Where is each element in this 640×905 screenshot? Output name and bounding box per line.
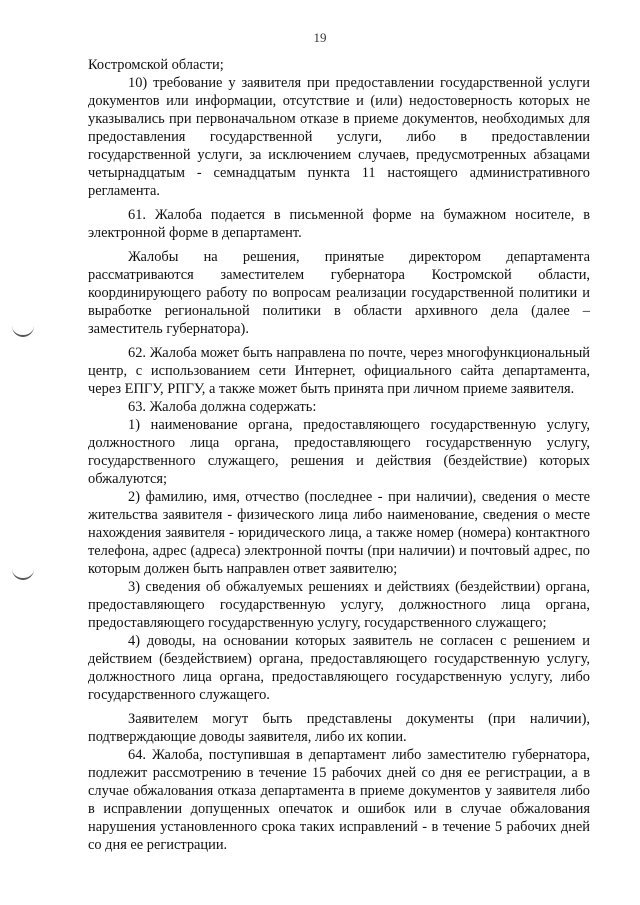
page-number: 19 [313, 30, 327, 45]
binding-hole-mark [12, 325, 34, 337]
paragraph-61: 61. Жалоба подается в письменной форме на бумажном носителе, в электронной форме в департамент. [88, 207, 590, 241]
paragraph-63-item-4: 4) доводы, на основании которых заявитель не согласен с решением и действием (бездействием) органа, предоставляющего государственную услугу, должностного лица органа, предоставляющего государственную услугу, либо государственного служащего. [88, 633, 590, 703]
paragraph-63: 63. Жалоба должна содержать: [128, 399, 317, 415]
paragraph-62: 62. Жалоба может быть направлена по почте, через многофункциональный центр, с использованием сети Интернет, официального сайта департамента, через ЕПГУ, РПГУ, а также может быть принята при личном приеме заявителя. [88, 345, 590, 397]
paragraph-supporting-documents: Заявителем могут быть представлены документы (при наличии), подтверждающие доводы заявителя, либо их копии. [88, 711, 590, 745]
binding-hole-mark [12, 568, 34, 580]
document-body [88, 56, 590, 854]
paragraph-64: 64. Жалоба, поступившая в департамент либо заместителю губернатора, подлежит рассмотрению в течение 15 рабочих дней со дня ее регистрации, а в случае обжалования отказа департамента в приеме документов у заявителя либо в исправлении допущенных опечаток и ошибок или в случае обжалования нарушения установленного срока таких исправлений - в течение 5 рабочих дней со дня ее регистрации. [88, 747, 590, 853]
paragraph-63-item-3: 3) сведения об обжалуемых решениях и действиях (бездействии) органа, предоставляющего государственную услугу, должностного лица органа, предоставляющего государственную услугу, государственного служащего; [88, 579, 590, 631]
paragraph-item-10: 10) требование у заявителя при предоставлении государственной услуги документов или информации, отсутствие и (или) недостоверность которых не указывались при первоначальном отказе в приеме документов, необходимых для предоставления государственной услуги, либо в предоставлении государственной услуги, за исключением случаев, предусмотренных абзацами четырнадцатым - семнадцатым пункта 11 настоящего административного регламента. [88, 75, 590, 199]
paragraph-fragment: Костромской области; [88, 57, 224, 73]
paragraph-63-item-2: 2) фамилию, имя, отчество (последнее - при наличии), сведения о месте жительства заявителя - физического лица либо наименование, сведения о месте нахождения заявителя - юридического лица, а также номер (номера) контактного телефона, адрес (адреса) электронной почты (при наличии) и почтовый адрес, по которым должен быть направлен ответ заявителю; [88, 489, 590, 577]
paragraph-63-item-1: 1) наименование органа, предоставляющего государственную услугу, должностного лица органа, предоставляющего государственную услугу, государственного служащего, решения и действия (бездействие) которых обжалуются; [88, 417, 590, 487]
paragraph-complaints-director: Жалобы на решения, принятые директором департамента рассматриваются заместителем губернатора Костромской области, координирующего работу по вопросам реализации государственной политики и выработке региональной политики в области архивного дела (далее – заместитель губернатора). [88, 249, 590, 337]
